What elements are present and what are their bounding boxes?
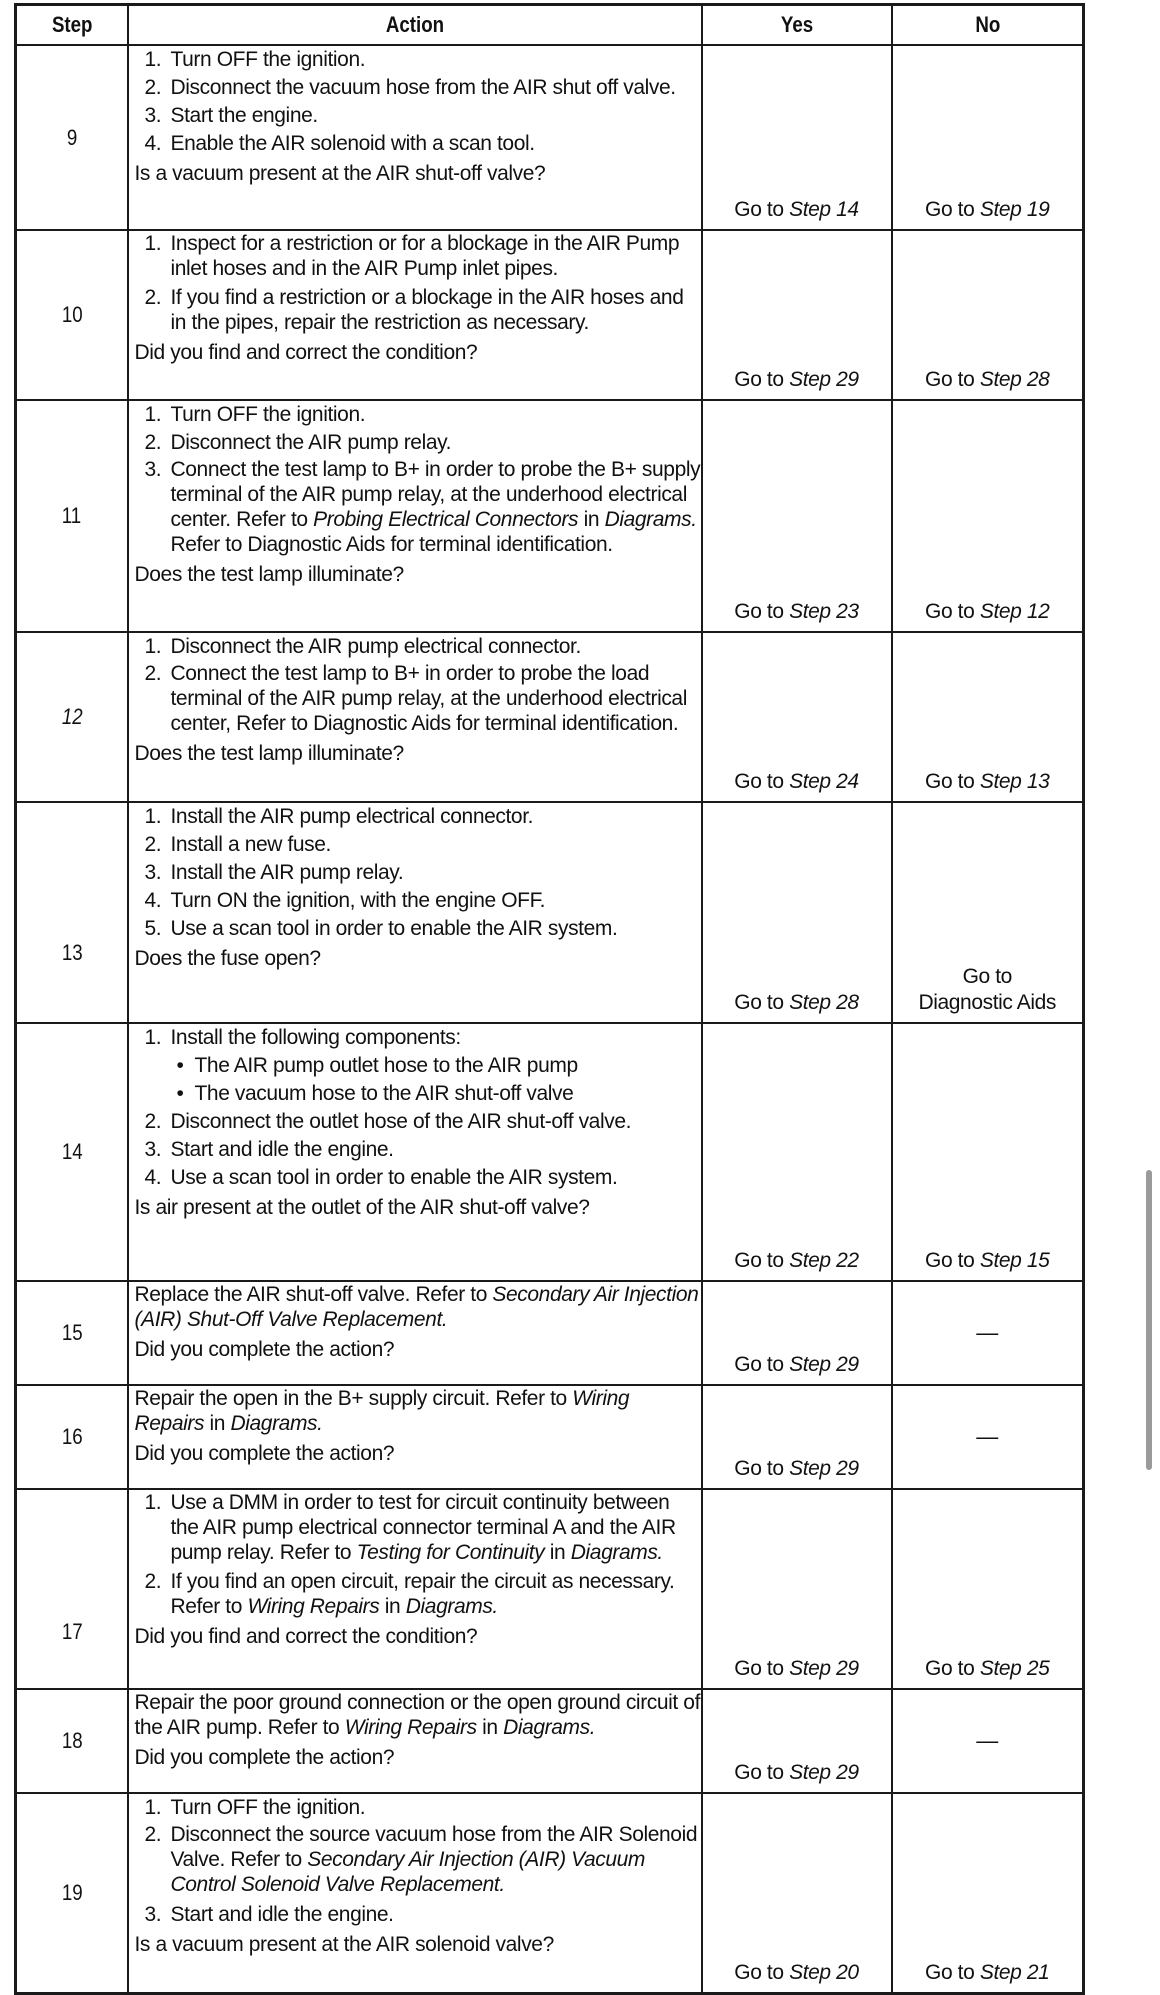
no-cell: Go to Step 12 [892,400,1084,632]
step-number: 11 [16,400,128,632]
no-cell: Go to Step 13 [892,632,1084,802]
list-item: Install the following components: [170,1026,461,1049]
step-number: 14 [16,1023,128,1281]
list-item: Use a scan tool in order to enable the AIR system. [170,1166,618,1189]
table-row [16,802,1084,1023]
header-step: Step [24,5,119,46]
header-no: No [906,5,1069,46]
table-row [16,1281,1084,1385]
action-cell [128,1489,702,1689]
list-item: Start and idle the engine. [170,1903,394,1926]
step-number: 18 [16,1689,128,1793]
step-number: 17 [16,1489,128,1689]
list-item: Disconnect the outlet hose of the AIR shut-off valve. [170,1110,632,1133]
yes-cell: Go to Step 29 [702,1689,892,1793]
question: Did you complete the action? [134,1746,395,1769]
yes-cell: Go to Step 29 [702,1281,892,1385]
table-row [16,400,1084,632]
diagnostic-table [14,3,1085,1995]
yes-cell: Go to Step 23 [702,400,892,632]
step-number: 9 [16,45,128,230]
step-number: 13 [16,802,128,1023]
no-cell: Go to Step 19 [892,45,1084,230]
table-row [16,45,1084,230]
question: Did you complete the action? [134,1338,395,1361]
table-row [16,632,1084,802]
question: Does the fuse open? [134,947,321,970]
list-item: Turn ON the ignition, with the engine OFF. [170,889,546,912]
action-cell: 1. Install the following components: • The AIR pump outlet hose to the AIR pump • The vacuum hose to the AIR shut-off valve 2. Disconnect the outlet hose of the AIR shut-off valve. 3. Start and idle the engine. 4. Use a scan tool in order to enable the AIR system. Is air present at the outlet of the AIR shut-off valve? [128,1023,702,1281]
list-item: Start and idle the engine. [170,1138,394,1161]
yes-cell: Go to Step 29 [702,1489,892,1689]
table-row [16,1793,1084,1993]
table-row [16,1023,1084,1281]
question: Does the test lamp illuminate? [134,742,404,765]
yes-cell: Go to Step 29 [702,230,892,400]
list-item: Turn OFF the ignition. [170,48,366,71]
list-item: If you find a restriction or a blockage in the AIR hoses and in the pipes, repair the restriction as necessary. [170,286,684,334]
action-cell: 1. Install the AIR pump electrical connector. 2. Install a new fuse. 3. Install the AIR pump relay. 4. Turn ON the ignition, with the engine OFF. 5. Use a scan tool in order to enable the AIR system. Does the fuse open? [128,802,702,1023]
no-cell: Go to Diagnostic Aids [892,802,1084,1023]
action-text: Replace the AIR shut-off valve. Refer to Secondary Air Injection (AIR) Shut-Off Valve Replacement. [134,1283,699,1331]
list-item: Inspect for a restriction or for a blockage in the AIR Pump inlet hoses and in the AIR Pump inlet pipes. [170,232,680,280]
header-action: Action [171,5,659,46]
list-item: Install the AIR pump relay. [170,861,404,884]
table-row [16,1385,1084,1489]
scrollbar-thumb[interactable] [1146,1170,1152,1470]
no-cell: — [892,1281,1084,1385]
yes-cell: Go to Step 22 [702,1023,892,1281]
action-cell [128,1281,702,1385]
step-number: 15 [16,1281,128,1385]
no-cell: — [892,1689,1084,1793]
action-text: Repair the poor ground connection or the open ground circuit of the AIR pump. Refer to Wiring Repairs in Diagrams. [134,1691,701,1739]
no-cell: Go to Step 28 [892,230,1084,400]
action-cell: 1. Disconnect the AIR pump electrical connector. 2. Connect the test lamp to B+ in order to probe the load terminal of the AIR pump relay, at the underhood electrical center, Refer to Diagnostic Aids for terminal identification. Does the test lamp illuminate? [128,632,702,802]
list-item: 2. Disconnect the source vacuum hose from the AIR Solenoid Valve. Refer to Secondary Air Injection (AIR) Vacuum Control Solenoid Valve Replacement. [144,1823,698,1896]
table-header-row [16,5,1084,46]
question: Did you complete the action? [134,1442,395,1465]
question: Is air present at the outlet of the AIR shut-off valve? [134,1196,590,1219]
yes-cell: Go to Step 14 [702,45,892,230]
list-item: Install the AIR pump electrical connector. [170,805,534,828]
yes-cell: Go to Step 24 [702,632,892,802]
bullet-item: The AIR pump outlet hose to the AIR pump [194,1054,578,1077]
action-cell: 1. Turn OFF the ignition. 2. Disconnect the source vacuum hose from the AIR Solenoid Valve. Refer to Secondary Air Injection (AIR) Vacuum Control Solenoid Valve Replacement. 3. Start and idle the engine. Is a vacuum present at the AIR solenoid valve? [128,1793,702,1993]
yes-cell: Go to Step 29 [702,1385,892,1489]
table-row [16,1689,1084,1793]
list-item: Turn OFF the ignition. [170,403,366,426]
list-item: Disconnect the AIR pump relay. [170,431,452,454]
list-item: 3. Connect the test lamp to B+ in order to probe the B+ supply terminal of the AIR pump relay, at the underhood electrical center. Refer to Probing Electrical Connectors in Diagrams. Refer to Diagnostic Aids for terminal identification. [144,458,701,556]
action-cell: 1. Turn OFF the ignition. 2. Disconnect the vacuum hose from the AIR shut off valve. 3. Start the engine. 4. Enable the AIR solenoid with a scan tool. Is a vacuum present at the AIR shut-off valve? [128,45,702,230]
action-text: Repair the open in the B+ supply circuit. Refer to Wiring Repairs in Diagrams. [134,1387,630,1435]
list-item: 1. Use a DMM in order to test for circuit continuity between the AIR pump electrical connector terminal A and the AIR pump relay. Refer to Testing for Continuity in Diagrams. [144,1491,676,1564]
question: Did you find and correct the condition? [134,1625,478,1648]
question: Does the test lamp illuminate? [134,563,404,586]
table-row [16,230,1084,400]
list-item: Enable the AIR solenoid with a scan tool. [170,132,535,155]
list-item: Turn OFF the ignition. [170,1796,366,1819]
list-item: Disconnect the AIR pump electrical connector. [170,635,581,658]
list-item: Start the engine. [170,104,318,127]
action-cell: 1. Inspect for a restriction or for a blockage in the AIR Pump inlet hoses and in the AIR Pump inlet pipes. 2. If you find a restriction or a blockage in the AIR hoses and in the pipes, repair the restriction as necessary. Did you find and correct the condition? [128,230,702,400]
header-yes: Yes [716,5,878,46]
no-cell: Go to Step 25 [892,1489,1084,1689]
step-number: 12 [16,632,128,802]
question: Is a vacuum present at the AIR solenoid valve? [134,1933,554,1956]
table-row [16,1489,1084,1689]
no-cell: — [892,1385,1084,1489]
step-number: 16 [16,1385,128,1489]
step-number: 10 [16,230,128,400]
bullet-item: The vacuum hose to the AIR shut-off valve [194,1082,574,1105]
list-item: 2. If you find an open circuit, repair the circuit as necessary. Refer to Wiring Repairs in Diagrams. [144,1570,675,1618]
list-item: Use a scan tool in order to enable the AIR system. [170,917,618,940]
step-number: 19 [16,1793,128,1993]
yes-cell: Go to Step 20 [702,1793,892,1993]
yes-cell: Go to Step 28 [702,802,892,1023]
no-cell: Go to Step 15 [892,1023,1084,1281]
no-cell: Go to Step 21 [892,1793,1084,1993]
action-cell [128,1385,702,1489]
action-cell: 1. Turn OFF the ignition. 2. Disconnect the AIR pump relay. 3. Connect the test lamp to B+ in order to probe the B+ supply terminal of the AIR pump relay, at the underhood electrical center. Refer to Probing Electrical Connectors in Diagrams. Refer to Diagnostic Aids for terminal identification. Does the test lamp illuminate? [128,400,702,632]
list-item: Connect the test lamp to B+ in order to probe the load terminal of the AIR pump relay, at the underhood electrical center, Refer to Diagnostic Aids for terminal identification. [170,662,687,735]
action-cell [128,1689,702,1793]
question: Did you find and correct the condition? [134,341,478,364]
question: Is a vacuum present at the AIR shut-off valve? [134,162,546,185]
list-item: Install a new fuse. [170,833,331,856]
list-item: Disconnect the vacuum hose from the AIR shut off valve. [170,76,676,99]
